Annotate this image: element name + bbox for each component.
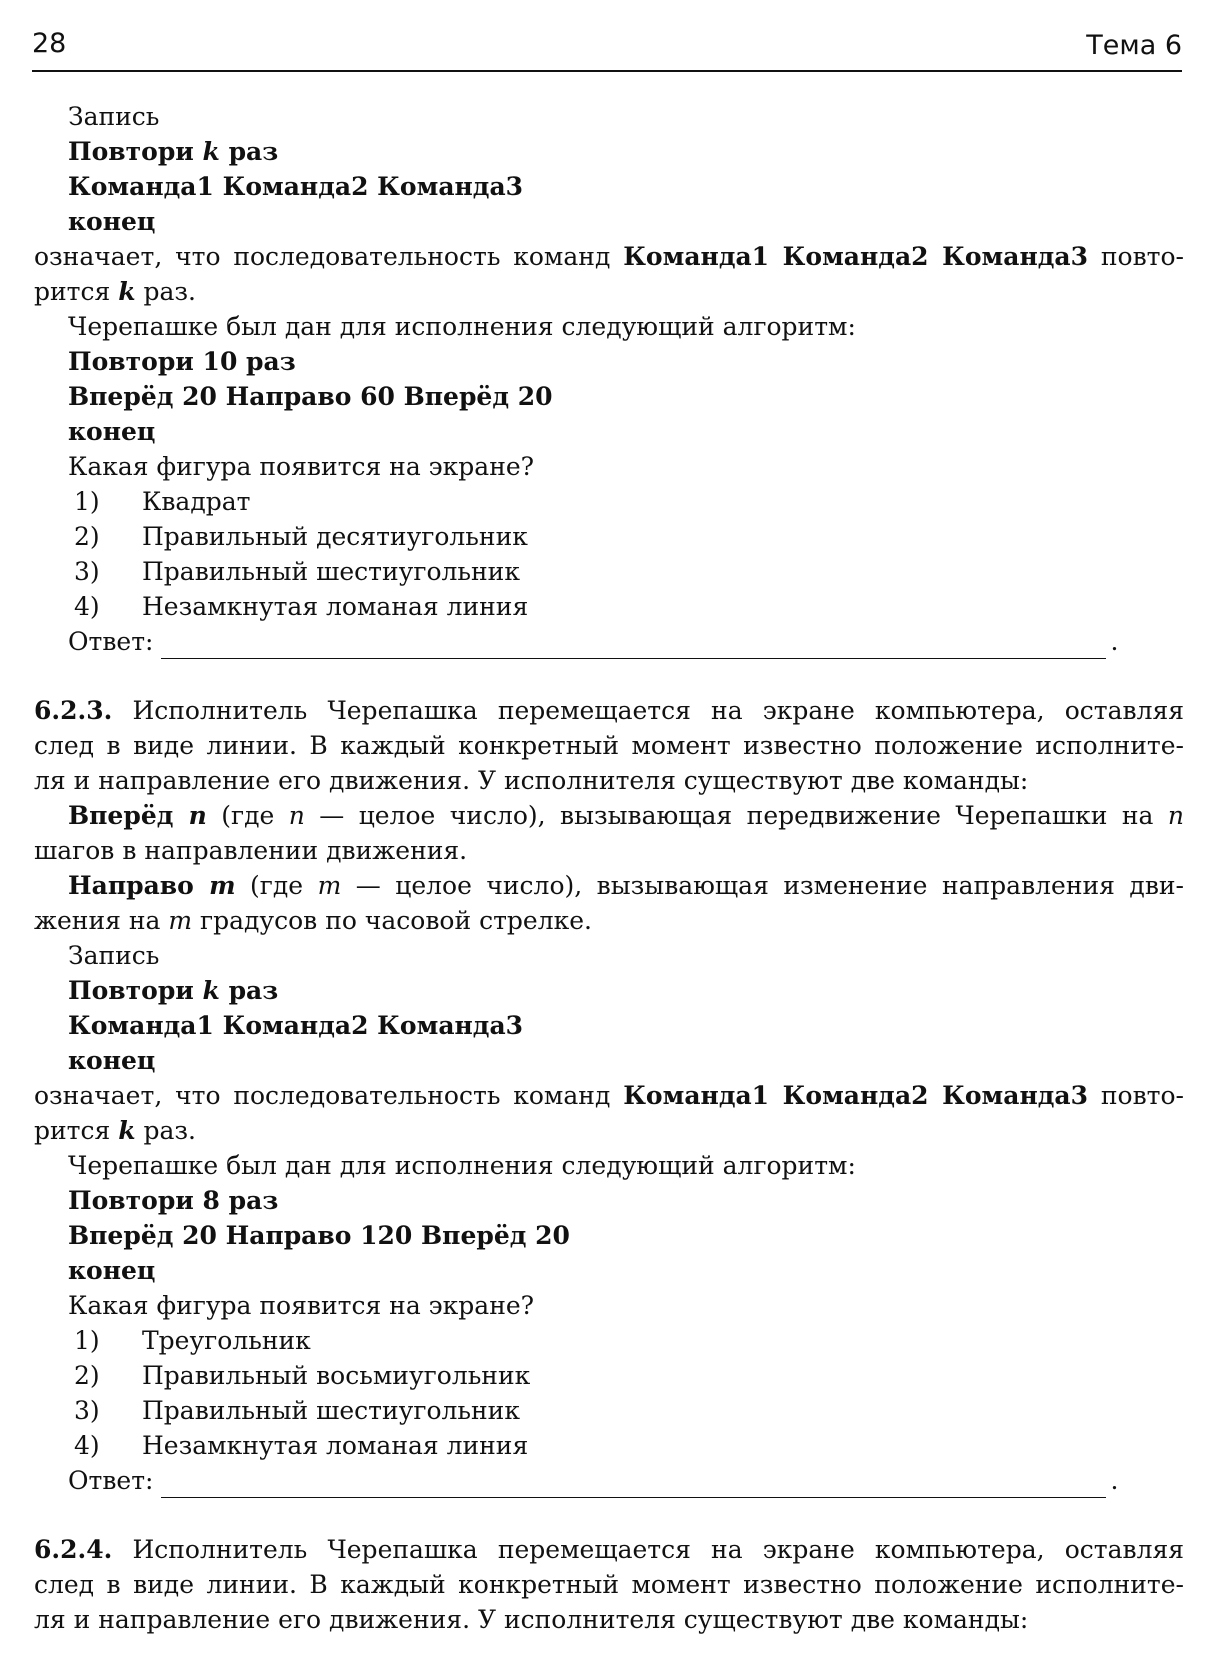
page-header <box>32 22 1182 72</box>
answer-blank[interactable] <box>161 634 1106 659</box>
question-text: Какая фигура появится на экране? <box>68 1291 535 1320</box>
algorithm-body: Вперёд 20 Направо 120 Вперёд 20 <box>68 1221 570 1250</box>
algorithm-end: конец <box>68 1256 156 1285</box>
commands-template: Команда1 Команда2 Команда3 <box>68 172 524 201</box>
end-keyword: конец <box>68 207 156 236</box>
answer-option: 4) Незамкнутая ломаная линия <box>74 592 529 621</box>
topic-title: Тема 6 <box>1086 30 1182 61</box>
explanation-line: означает, что последовательность команд Команда1 Команда2 Команда3 повто- <box>34 242 1184 271</box>
algorithm-loop: Повтори 10 раз <box>68 347 296 376</box>
page-content <box>34 99 1184 1637</box>
explanation-line: означает, что последовательность команд Команда1 Команда2 Команда3 повто- <box>34 1081 1184 1110</box>
answer-option: 4) Незамкнутая ломаная линия <box>74 1431 529 1460</box>
task-624-intro: ля и направление его движения. У исполнителя существуют две команды: <box>34 1605 1029 1634</box>
given-algorithm-text: Черепашке был дан для исполнения следующий алгоритм: <box>68 312 856 341</box>
question-text: Какая фигура появится на экране? <box>68 452 535 481</box>
answer-option: 2) Правильный десятиугольник <box>74 522 528 551</box>
record-label: Запись <box>68 102 160 131</box>
answer-field[interactable]: Ответ: . <box>34 1463 1184 1498</box>
task-623-intro: 6.2.3. Исполнитель Черепашка перемещается на экране компьютера, оставляя <box>34 696 1184 725</box>
task-623-intro: ля и направление его движения. У исполнителя существуют две команды: <box>34 766 1029 795</box>
right-command-desc: Направо m (где m — целое число), вызывающая изменение направления дви- <box>68 871 1185 900</box>
answer-option: 1) Треугольник <box>74 1326 311 1355</box>
answer-option: 3) Правильный шестиугольник <box>74 557 520 586</box>
algorithm-body: Вперёд 20 Направо 60 Вперёд 20 <box>68 382 553 411</box>
task-number: 6.2.4. <box>34 1535 113 1564</box>
explanation-line-end: рится k раз. <box>34 277 196 306</box>
commands-template: Команда1 Команда2 Команда3 <box>68 1011 524 1040</box>
loop-template: Повтори k раз <box>68 137 279 166</box>
given-algorithm-text: Черепашке был дан для исполнения следующий алгоритм: <box>68 1151 856 1180</box>
forward-command-desc-end: шагов в направлении движения. <box>34 836 468 865</box>
algorithm-end: конец <box>68 417 156 446</box>
right-command-desc-end: жения на m градусов по часовой стрелке. <box>34 906 592 935</box>
answer-blank[interactable] <box>161 1473 1106 1498</box>
answer-option: 2) Правильный восьмиугольник <box>74 1361 531 1390</box>
answer-field[interactable]: Ответ: . <box>34 624 1184 659</box>
task-623-intro: след в виде линии. В каждый конкретный момент известно положение исполните- <box>34 731 1184 760</box>
record-label: Запись <box>68 941 160 970</box>
task-624-intro: след в виде линии. В каждый конкретный момент известно положение исполните- <box>34 1570 1184 1599</box>
algorithm-loop: Повтори 8 раз <box>68 1186 279 1215</box>
answer-option: 1) Квадрат <box>74 487 251 516</box>
page-number: 28 <box>32 28 67 59</box>
end-keyword: конец <box>68 1046 156 1075</box>
task-number: 6.2.3. <box>34 696 113 725</box>
explanation-line-end: рится k раз. <box>34 1116 196 1145</box>
task-624-intro: 6.2.4. Исполнитель Черепашка перемещается на экране компьютера, оставляя <box>34 1535 1184 1564</box>
forward-command-desc: Вперёд n (где n — целое число), вызывающая передвижение Черепашки на n <box>68 801 1184 830</box>
loop-template: Повтори k раз <box>68 976 279 1005</box>
answer-option: 3) Правильный шестиугольник <box>74 1396 520 1425</box>
